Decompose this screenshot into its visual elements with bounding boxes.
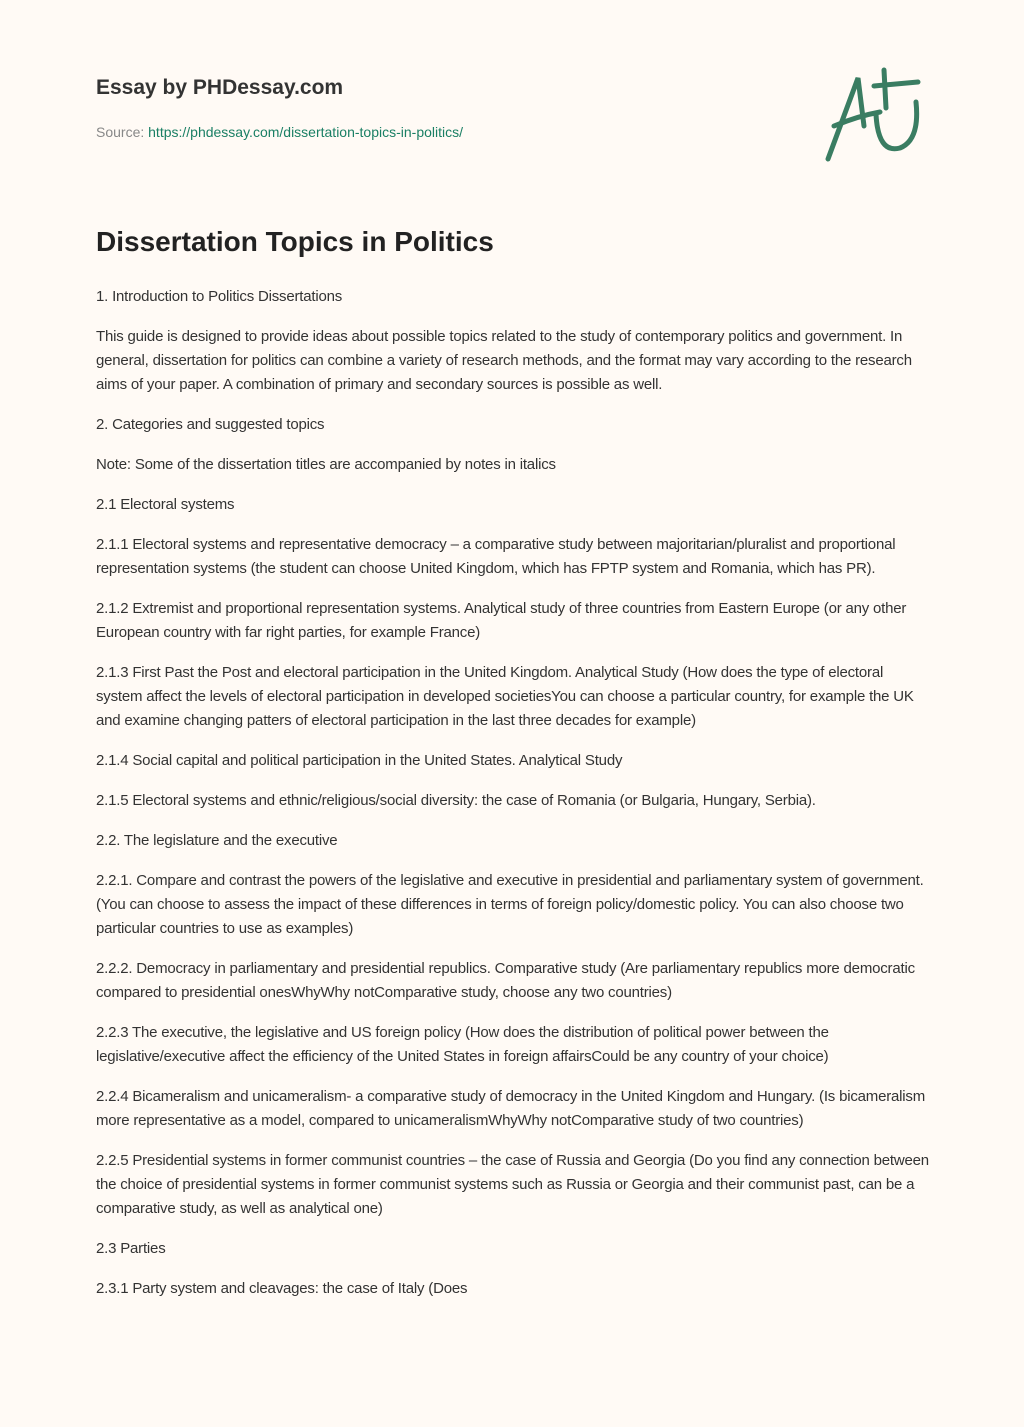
essay-body xyxy=(96,285,930,1317)
paragraph: 2.1.5 Electoral systems and ethnic/religious/social diversity: the case of Romania (or Bulgaria, Hungary, Serbia). xyxy=(96,792,816,809)
page-title: Dissertation Topics in Politics xyxy=(96,226,494,257)
paragraph: 2.2.5 Presidential systems in former communist countries – the case of Russia and Georgia (Do you find any connection between the choice of presidential systems in former communist systems such as Russia or Georgia and their communist past, can be a comparative study, as well as analytical one) xyxy=(96,1152,929,1217)
paragraph: 2.2.4 Bicameralism and unicameralism- a comparative study of democracy in the United Kingdom and Hungary. (Is bicameralism more representative as a model, compared to unicameralismWhyWhy notComparative study of two countries) xyxy=(96,1088,926,1129)
paragraph: 2.1.1 Electoral systems and representative democracy – a comparative study between majoritarian/pluralist and proportional representation systems (the student can choose United Kingdom, which has FPTP system and Romania, which has PR). xyxy=(96,536,896,577)
paragraph: 1. Introduction to Politics Dissertations xyxy=(96,288,343,305)
paragraph: 2.3.1 Party system and cleavages: the case of Italy (Does xyxy=(96,1280,468,1297)
paragraph: 2.1.3 First Past the Post and electoral participation in the United Kingdom. Analytical Study (How does the type of electoral system affect the levels of electoral participation in developed societiesYou can choose a particular country, for example the UK and examine changing patters of electoral participation in the last three decades for example) xyxy=(96,664,914,729)
paragraph: 2.1.4 Social capital and political participation in the United States. Analytical Study xyxy=(96,752,623,769)
paragraph: 2. Categories and suggested topics xyxy=(96,416,325,433)
paragraph: 2.3 Parties xyxy=(96,1240,166,1257)
paragraph: 2.2.1. Compare and contrast the powers of the legislative and executive in presidential and parliamentary system of government. (You can choose to assess the impact of these differences in terms of foreign policy/domestic policy. You can also choose two particular countries to use as examples) xyxy=(96,872,924,937)
paragraph: 2.2.2. Democracy in parliamentary and presidential republics. Comparative study (Are parliamentary republics more democratic compared to presidential onesWhyWhy notComparative study, choose any two countries) xyxy=(96,960,915,1001)
paragraph: This guide is designed to provide ideas about possible topics related to the study of contemporary politics and government. In general, dissertation for politics can combine a variety of research methods, and the format may vary according to the research aims of your paper. A combination of primary and secondary sources is possible as well. xyxy=(96,328,912,393)
paragraph: 2.1.2 Extremist and proportional representation systems. Analytical study of three countries from Eastern Europe (or any other European country with far right parties, for example France) xyxy=(96,600,907,641)
paragraph: 2.2. The legislature and the executive xyxy=(96,832,338,849)
paragraph: 2.1 Electoral systems xyxy=(96,496,235,513)
paragraph: 2.2.3 The executive, the legislative and US foreign policy (How does the distribution of political power between the legislative/executive affect the efficiency of the United States in foreign affairsCould be any country of your choice) xyxy=(96,1024,829,1065)
a-plus-logo-icon xyxy=(818,66,930,166)
source-link[interactable]: https://phdessay.com/dissertation-topics-in-politics/ xyxy=(148,124,464,140)
source-label: Source: xyxy=(96,124,145,140)
site-brand: Essay by PHDessay.com xyxy=(96,76,344,99)
paragraph: Note: Some of the dissertation titles are accompanied by notes in italics xyxy=(96,456,556,473)
source-line xyxy=(96,124,463,140)
